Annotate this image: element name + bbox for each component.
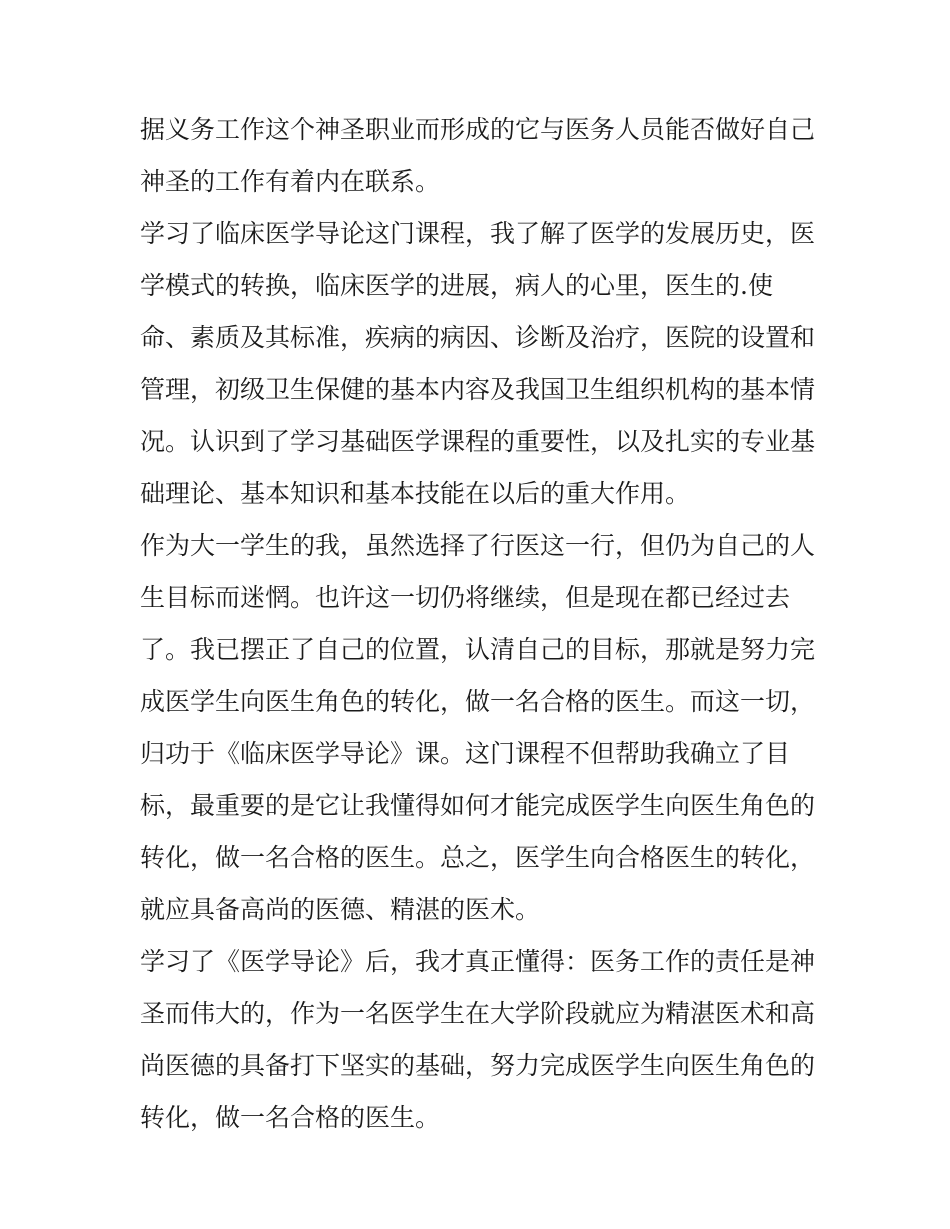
text-line: 标，最重要的是它让我懂得如何才能完成医学生向医生角色的	[140, 791, 816, 820]
text-line: 成医学生向医生角色的转化，做一名合格的医生。而这一切，	[140, 687, 816, 716]
text-line: 作为大一学生的我，虽然选择了行医这一行，但仍为自己的人	[140, 531, 816, 560]
text-line: 归功于《临床医学导论》课。这门课程不但帮助我确立了目	[140, 739, 791, 768]
text-line: 学习了《医学导论》后，我才真正懂得：医务工作的责任是神	[140, 947, 816, 976]
text-line: 圣而伟大的，作为一名医学生在大学阶段就应为精湛医术和高	[140, 999, 816, 1028]
text-line: 学模式的转换，临床医学的进展，病人的心里，医生的.使	[140, 271, 773, 300]
text-line: 命、素质及其标准，疾病的病因、诊断及治疗，医院的设置和	[140, 323, 816, 352]
text-line: 况。认识到了学习基础医学课程的重要性，以及扎实的专业基	[140, 427, 816, 456]
text-line: 管理，初级卫生保健的基本内容及我国卫生组织机构的基本情	[140, 375, 816, 404]
text-line: 础理论、基本知识和基本技能在以后的重大作用。	[140, 479, 691, 508]
text-line: 据义务工作这个神圣职业而形成的它与医务人员能否做好自己	[140, 115, 816, 144]
text-line: 了。我已摆正了自己的位置，认清自己的目标，那就是努力完	[140, 635, 816, 664]
text-line: 尚医德的具备打下坚实的基础，努力完成医学生向医生角色的	[140, 1051, 816, 1080]
text-line: 生目标而迷惘。也许这一切仍将继续，但是现在都已经过去	[140, 583, 791, 612]
document-body	[140, 104, 820, 1144]
text-line: 就应具备高尚的医德、精湛的医术。	[140, 895, 541, 924]
text-line: 转化，做一名合格的医生。	[140, 1103, 441, 1132]
text-line: 神圣的工作有着内在联系。	[140, 167, 441, 196]
text-line: 学习了临床医学导论这门课程，我了解了医学的发展历史，医	[140, 219, 816, 248]
text-line: 转化，做一名合格的医生。总之，医学生向合格医生的转化，	[140, 843, 816, 872]
